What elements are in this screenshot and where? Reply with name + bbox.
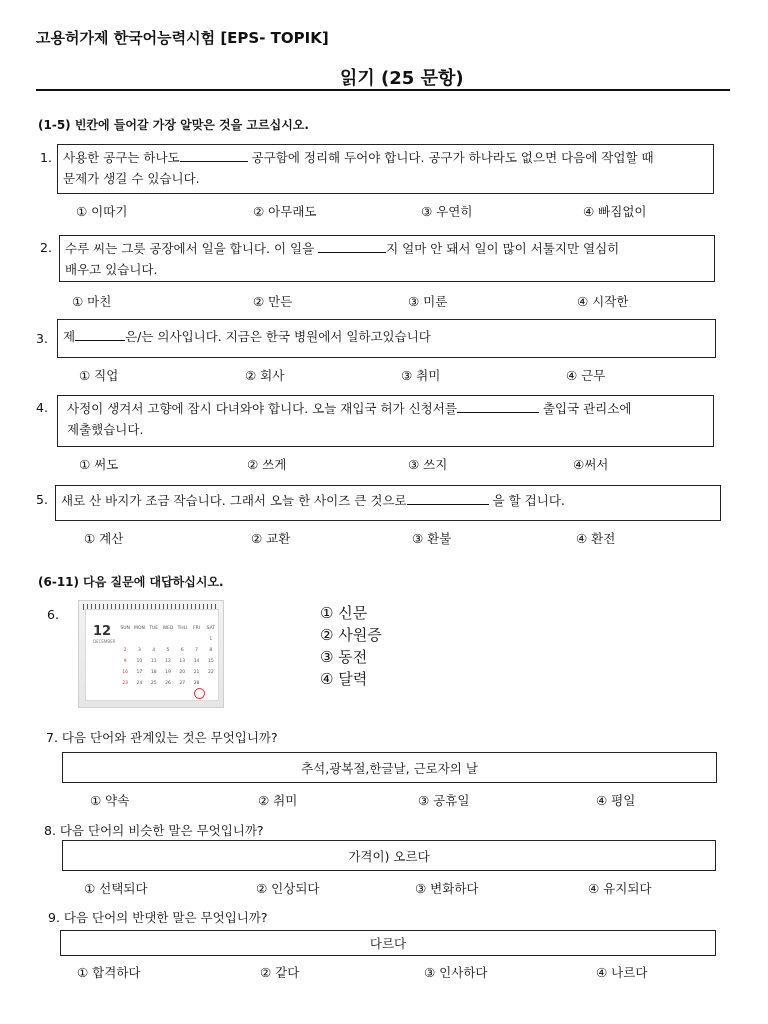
question-text: 문제가 생길 수 있습니다. xyxy=(63,171,200,186)
calendar-day xyxy=(132,637,146,642)
calendar-day: 16 xyxy=(122,670,128,675)
calendar-day: 23 xyxy=(122,681,128,686)
question-7-box: 추석,광복절,한글날, 근로자의 날 xyxy=(62,752,717,783)
option-2[interactable]: ② 같다 xyxy=(260,965,300,980)
question-text: 은/는 의사입니다. 지금은 한국 병원에서 일하고있습니다 xyxy=(125,329,431,344)
question-number: 1. xyxy=(40,150,52,165)
option-3[interactable]: ③ 변화하다 xyxy=(415,881,479,896)
question-8-prompt: 8. 다음 단어의 비슷한 말은 무엇입니까? xyxy=(44,823,264,838)
option-2[interactable]: ② 쓰게 xyxy=(247,457,287,472)
question-2-box xyxy=(59,235,715,282)
calendar-day: 15 xyxy=(207,659,214,664)
option-4[interactable]: ④ 시작한 xyxy=(577,294,629,309)
answer-blank xyxy=(180,149,248,162)
calendar-day: 4 xyxy=(152,648,156,653)
option-1[interactable]: ① 약속 xyxy=(90,793,130,808)
calendar-day: 24 xyxy=(136,681,143,686)
calendar-day: 8 xyxy=(209,648,213,653)
option-3[interactable]: ③ 취미 xyxy=(401,368,441,383)
option-1[interactable]: ① 선택되다 xyxy=(84,881,148,896)
question-4-box xyxy=(57,395,714,447)
question-text: 을 할 겁니다. xyxy=(488,493,565,508)
question-9-box: 다르다 xyxy=(60,930,716,956)
calendar-day: 12 xyxy=(165,659,171,664)
calendar-image xyxy=(78,600,224,708)
option-3[interactable]: ③ 우연히 xyxy=(421,204,473,219)
calendar-day: 10 xyxy=(136,659,143,664)
calendar-weekday: FRI xyxy=(193,626,201,631)
answer-blank xyxy=(457,400,539,413)
option-3[interactable]: ③ 쓰지 xyxy=(408,457,448,472)
calendar-day: 17 xyxy=(136,670,143,675)
calendar-day: 7 xyxy=(195,648,198,653)
question-text: 새로 산 바지가 조금 작습니다. 그래서 오늘 한 사이즈 큰 것으로 xyxy=(61,493,407,508)
calendar-day: 14 xyxy=(193,659,200,664)
calendar-day: 3 xyxy=(137,648,141,653)
question-text: 사정이 생겨서 고향에 잠시 다녀와야 합니다. 오늘 재입국 허가 신청서를 xyxy=(67,401,457,416)
calendar-month: 12 xyxy=(93,624,112,639)
header-divider xyxy=(36,89,730,91)
question-number: 6. xyxy=(47,607,59,622)
calendar-day: 25 xyxy=(150,681,157,686)
question-text: 배우고 있습니다. xyxy=(65,262,158,277)
question-number: 3. xyxy=(36,331,48,346)
option-1[interactable]: ① 써도 xyxy=(79,457,119,472)
question-text: 사용한 공구는 하나도 xyxy=(63,150,180,165)
option-3[interactable]: ③ 미룬 xyxy=(408,294,448,309)
calendar-day: 28 xyxy=(193,681,200,686)
calendar-day: 20 xyxy=(179,670,186,675)
calendar-weekday: SAT xyxy=(206,626,216,631)
calendar-day: 26 xyxy=(165,681,171,686)
option-2[interactable]: ② 아무래도 xyxy=(253,204,317,219)
option-4[interactable]: ④ 환전 xyxy=(576,531,616,546)
option-4[interactable]: ④써서 xyxy=(573,457,609,472)
answer-blank xyxy=(407,492,489,505)
calendar-day xyxy=(204,681,218,686)
question-text: 출입국 관리소에 xyxy=(538,401,632,416)
answer-blank xyxy=(75,328,125,341)
exam-header-title: 고용허가제 한국어능력시험 [EPS- TOPIK] xyxy=(36,29,329,47)
calendar-day: 21 xyxy=(193,670,200,675)
question-number: 5. xyxy=(36,492,48,507)
question-7-prompt: 7. 다음 단어와 관계있는 것은 무엇입니까? xyxy=(46,730,278,745)
question-3-box xyxy=(57,319,716,358)
calendar-day: 27 xyxy=(179,681,186,686)
option-3[interactable]: ③ 환불 xyxy=(412,531,452,546)
calendar-weekday: SUN xyxy=(120,626,130,631)
calendar-day xyxy=(118,637,132,642)
option-2[interactable]: ② 사원증 xyxy=(320,626,382,644)
option-3[interactable]: ③ 동전 xyxy=(320,648,368,666)
calendar-day: 9 xyxy=(123,659,127,664)
calendar-day: 5 xyxy=(166,648,170,653)
answer-blank xyxy=(318,240,386,253)
calendar-month-name: DECEMBER xyxy=(93,639,116,644)
option-1[interactable]: ① 직업 xyxy=(79,368,119,383)
calendar-weekday: THU xyxy=(177,626,187,631)
option-1[interactable]: ① 이따기 xyxy=(76,204,128,219)
calendar-weekday: MON xyxy=(134,626,145,631)
question-text: 지 얼마 안 돼서 일이 많이 서툴지만 열심히 xyxy=(386,241,620,256)
question-1-box xyxy=(57,144,714,194)
question-8-box: 가격이) 오르다 xyxy=(62,840,716,871)
part1-instruction: (1-5) 빈칸에 들어갈 가장 알맞은 것을 고르십시오. xyxy=(38,118,309,132)
option-1[interactable]: ① 합격하다 xyxy=(77,965,141,980)
option-2[interactable]: ② 회사 xyxy=(245,368,285,383)
section-title: 읽기 (25 문항) xyxy=(340,68,464,89)
part2-instruction: (6-11) 다음 질문에 대답하십시오. xyxy=(38,575,224,589)
calendar-day: 18 xyxy=(150,670,157,675)
option-1[interactable]: ① 마친 xyxy=(72,294,112,309)
option-4[interactable]: ④ 유지되다 xyxy=(588,881,652,896)
question-text: 수루 씨는 그릇 공장에서 일을 합니다. 이 일을 xyxy=(65,241,319,256)
question-number: 4. xyxy=(36,400,48,415)
calendar-day xyxy=(189,637,203,642)
calendar-weekday: WED xyxy=(162,626,174,631)
calendar-circle-mark xyxy=(194,688,205,699)
calendar-day xyxy=(175,637,189,642)
calendar-day: 1 xyxy=(209,637,213,642)
calendar-day: 11 xyxy=(150,659,157,664)
option-2[interactable]: ② 교환 xyxy=(251,531,291,546)
option-4[interactable]: ④ 근무 xyxy=(566,368,606,383)
calendar-day: 2 xyxy=(123,648,127,653)
calendar-page xyxy=(85,609,219,701)
calendar-grid xyxy=(118,626,218,686)
option-1[interactable]: ① 신문 xyxy=(320,604,368,622)
option-4[interactable]: ④ 빠짐없이 xyxy=(583,204,647,219)
question-text: 공구함에 정리해 두어야 합니다. 공구가 하나라도 없으면 다음에 작업할 때 xyxy=(247,150,654,165)
calendar-day: 22 xyxy=(207,670,214,675)
question-9-prompt: 9. 다음 단어의 반댓한 말은 무엇입니까? xyxy=(48,910,268,925)
calendar-day: 13 xyxy=(179,659,186,664)
question-number: 2. xyxy=(40,240,52,255)
option-4[interactable]: ④ 달력 xyxy=(320,670,368,688)
option-2[interactable]: ② 취미 xyxy=(258,793,298,808)
option-2[interactable]: ② 만든 xyxy=(253,294,293,309)
option-3[interactable]: ③ 공휴일 xyxy=(418,793,470,808)
calendar-day xyxy=(147,637,161,642)
question-text: 제 xyxy=(63,329,76,344)
calendar-day: 6 xyxy=(180,648,184,653)
option-1[interactable]: ① 계산 xyxy=(84,531,124,546)
option-2[interactable]: ② 인상되다 xyxy=(256,881,320,896)
calendar-weekday: TUE xyxy=(149,626,159,631)
calendar-day: 19 xyxy=(165,670,171,675)
option-3[interactable]: ③ 인사하다 xyxy=(424,965,488,980)
question-5-box xyxy=(55,485,721,521)
calendar-day xyxy=(161,637,175,642)
option-4[interactable]: ④ 나르다 xyxy=(596,965,648,980)
option-4[interactable]: ④ 평일 xyxy=(596,793,636,808)
question-text: 제출했습니다. xyxy=(67,422,144,437)
